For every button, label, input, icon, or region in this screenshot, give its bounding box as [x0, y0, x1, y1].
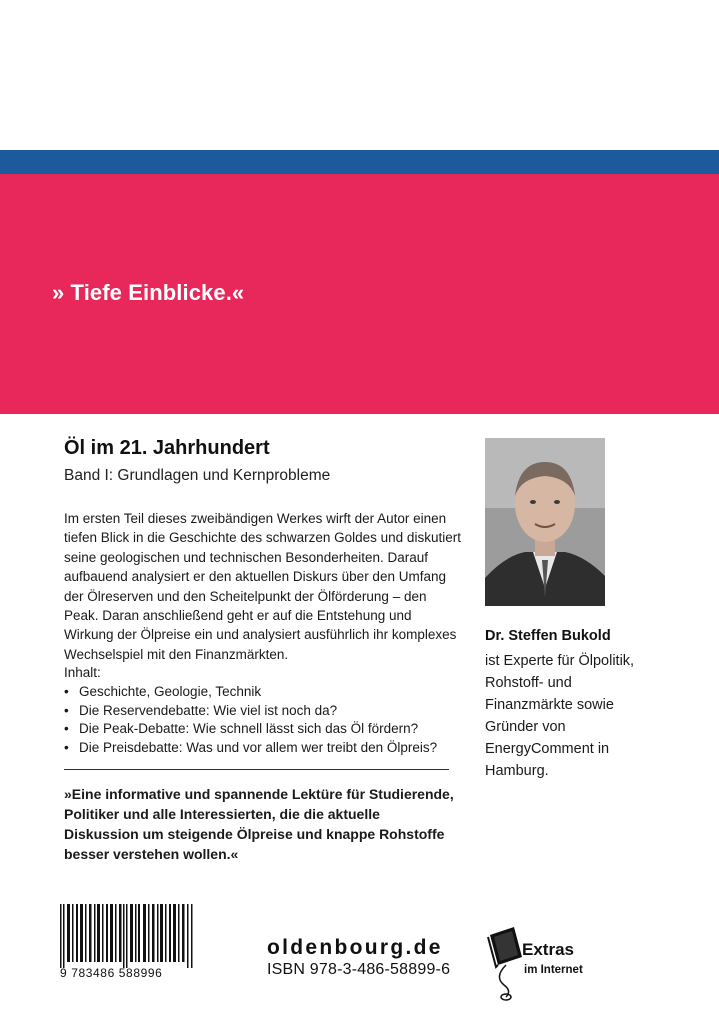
list-item: • Die Reservendebatte: Wie viel ist noch da?: [64, 702, 437, 721]
author-photo: [485, 438, 605, 606]
publisher-url[interactable]: oldenbourg.de: [267, 936, 443, 959]
isbn: ISBN 978-3-486-58899-6: [267, 961, 451, 978]
list-item: • Die Preisdebatte: Was und vor allem wer treibt den Ölpreis?: [64, 739, 437, 758]
blue-band: [0, 150, 719, 174]
author-portrait-icon: [485, 438, 605, 606]
review-quote: »Eine informative und spannende Lektüre für Studierende, Politiker und alle Interessierten, die die aktuelle Diskussion um steigende Ölpreise und knappe Rohstoffe besser verstehen wollen.«: [64, 786, 454, 862]
contents-list: [64, 683, 437, 757]
barcode-number: 9 783486 588996: [60, 966, 163, 980]
extras-title: Extras: [522, 940, 574, 959]
barcode: [60, 904, 196, 968]
tagline: » Tiefe Einblicke.«: [52, 280, 245, 305]
list-item: • Geschichte, Geologie, Technik: [64, 683, 437, 702]
book-title: Öl im 21. Jahrhundert: [64, 437, 270, 459]
extras-book-mouse-icon: [484, 925, 528, 1001]
book-description: Im ersten Teil dieses zweibändigen Werkes wirft der Autor einen tiefen Blick in die Geschichte des schwarzen Goldes und diskutiert seine geologischen und technischen Besonderheiten. Darauf aufbauend analysiert er den aktuellen Diskurs über den Umfang der Ölreserven und den Scheitelpunkt der Ölförderung – den Peak. Daran anschließend geht er auf die Entstehung und Wirkung der Ölpreise ein und analysiert ausführlich ihr komplexes Wechselspiel mit den Finanzmärkten.: [64, 511, 461, 662]
author-name: Dr. Steffen Bukold: [485, 628, 611, 644]
list-item: • Die Peak-Debatte: Wie schnell lässt sich das Öl fördern?: [64, 720, 437, 739]
author-bio: ist Experte für Ölpolitik, Rohstoff- und Finanzmärkte sowie Gründer von EnergyComment in Hamburg.: [485, 653, 635, 779]
divider: [64, 769, 449, 770]
contents-label: Inhalt:: [64, 665, 101, 680]
extras-subtitle: im Internet: [524, 964, 583, 976]
book-subtitle: Band I: Grundlagen und Kernprobleme: [64, 467, 331, 484]
